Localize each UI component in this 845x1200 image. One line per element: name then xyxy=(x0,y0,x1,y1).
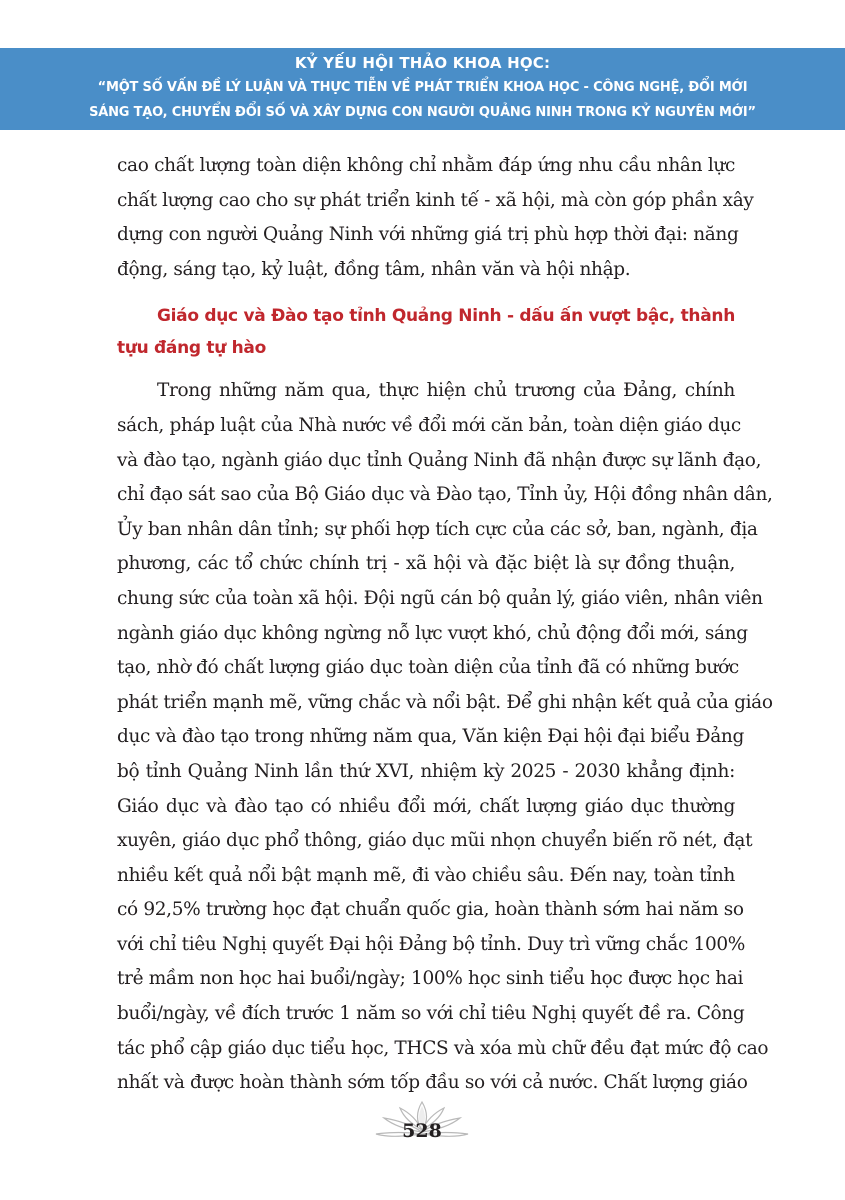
text-line: sách, pháp luật của Nhà nước về đổi mới căn bản, toàn diện giáo dục xyxy=(117,414,741,436)
header-line-1: KỶ YẾU HỘI THẢO KHOA HỌC: xyxy=(294,54,551,72)
text-line: phương, các tổ chức chính trị - xã hội và đặc biệt là sự đồng thuận, xyxy=(117,553,735,575)
paragraph-intro xyxy=(117,149,754,287)
text-line: dục và đào tạo trong những năm qua, Văn kiện Đại hội đại biểu Đảng xyxy=(117,726,744,748)
text-line: Giáo dục và đào tạo có nhiều đổi mới, chất lượng giáo dục thường xyxy=(117,795,735,817)
text-line: chỉ đạo sát sao của Bộ Giáo dục và Đào tạo, Tỉnh ủy, Hội đồng nhân dân, xyxy=(117,484,773,506)
text-line: phát triển mạnh mẽ, vững chắc và nổi bật. Để ghi nhận kết quả của giáo xyxy=(117,691,773,713)
text-line: dựng con người Quảng Ninh với những giá trị phù hợp thời đại: năng xyxy=(117,224,739,246)
section-heading xyxy=(117,300,735,364)
text-line: chung sức của toàn xã hội. Đội ngũ cán bộ quản lý, giáo viên, nhân viên xyxy=(117,587,763,609)
text-line: nhất và được hoàn thành sớm tốp đầu so với cả nước. Chất lượng giáo xyxy=(117,1072,748,1094)
paragraph-main xyxy=(117,374,773,1100)
text-line: ngành giáo dục không ngừng nỗ lực vượt khó, chủ động đổi mới, sáng xyxy=(117,622,748,644)
text-line: trẻ mầm non học hai buổi/ngày; 100% học sinh tiểu học được học hai xyxy=(117,968,744,990)
text-line: với chỉ tiêu Nghị quyết Đại hội Đảng bộ tỉnh. Duy trì vững chắc 100% xyxy=(117,933,746,955)
text-line: nhiều kết quả nổi bật mạnh mẽ, đi vào chiều sâu. Đến nay, toàn tỉnh xyxy=(117,864,735,886)
page-footer xyxy=(372,1098,472,1158)
heading-line: Giáo dục và Đào tạo tỉnh Quảng Ninh - dấu ấn vượt bậc, thành xyxy=(157,306,735,327)
text-line: có 92,5% trường học đạt chuẩn quốc gia, hoàn thành sớm hai năm so xyxy=(117,899,744,921)
text-line: và đào tạo, ngành giáo dục tỉnh Quảng Ninh đã nhận được sự lãnh đạo, xyxy=(117,449,762,471)
text-line: Trong những năm qua, thực hiện chủ trương của Đảng, chính xyxy=(157,380,735,402)
header-line-2: “MỘT SỐ VẤN ĐỀ LÝ LUẬN VÀ THỰC TIỄN VỀ PHÁT TRIỂN KHOA HỌC - CÔNG NGHỆ, ĐỔI MỚI xyxy=(97,80,748,95)
text-line: chất lượng cao cho sự phát triển kinh tế - xã hội, mà còn góp phần xây xyxy=(117,189,754,211)
text-line: bộ tỉnh Quảng Ninh lần thứ XVI, nhiệm kỳ 2025 - 2030 khẳng định: xyxy=(117,760,735,782)
running-header xyxy=(0,48,845,130)
page-body xyxy=(117,149,773,1101)
text-line: động, sáng tạo, kỷ luật, đồng tâm, nhân văn và hội nhập. xyxy=(117,258,631,280)
page-number: 528 xyxy=(402,1120,442,1142)
text-line: xuyên, giáo dục phổ thông, giáo dục mũi nhọn chuyển biến rõ nét, đạt xyxy=(117,830,753,852)
text-line: tạo, nhờ đó chất lượng giáo dục toàn diện của tỉnh đã có những bước xyxy=(117,657,739,679)
heading-line: tựu đáng tự hào xyxy=(117,338,266,359)
text-line: tác phổ cập giáo dục tiểu học, THCS và xóa mù chữ đều đạt mức độ cao xyxy=(117,1037,769,1059)
text-line: Ủy ban nhân dân tỉnh; sự phối hợp tích cực của các sở, ban, ngành, địa xyxy=(117,518,758,540)
text-line: cao chất lượng toàn diện không chỉ nhằm đáp ứng nhu cầu nhân lực xyxy=(117,155,735,176)
text-line: buổi/ngày, về đích trước 1 năm so với chỉ tiêu Nghị quyết đề ra. Công xyxy=(117,1003,745,1025)
header-line-3: SÁNG TẠO, CHUYỂN ĐỔI SỐ VÀ XÂY DỰNG CON NGƯỜI QUẢNG NINH TRONG KỶ NGUYÊN MỚI” xyxy=(89,105,756,120)
